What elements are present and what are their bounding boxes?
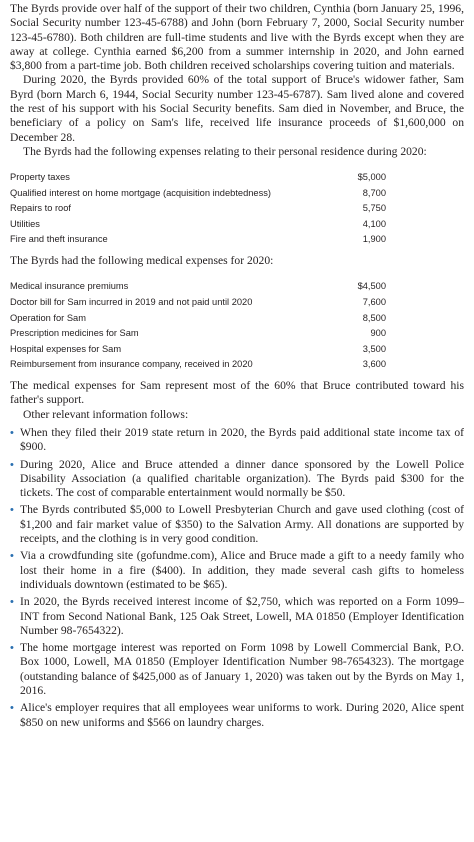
- expense-amount: 900: [370, 328, 386, 339]
- expense-amount: 8,700: [362, 187, 386, 198]
- list-item: [10, 503, 464, 546]
- paragraph-children-support: The Byrds provide over half of the support of their two children, Cynthia (born January 25, 1996, Social Security number 123-45-6788) and John (born February 7, 2000, Social Security number 123-45-6780). Both children are full-time students and live with the Byrds except when they are away at college. Cynthia earned $6,200 from a summer internship in 2020, and John earned $3,800 from a part-time job. Both children received scholarships covering tuition and materials.: [10, 2, 464, 73]
- list-item-text: When they filed their 2019 state return in 2020, the Byrds paid additional state income tax of $900.: [20, 425, 464, 454]
- bullet-icon: •: [10, 702, 14, 715]
- list-item-text: In 2020, the Byrds received interest income of $2,750, which was reported on a Form 1099–INT from Second National Bank, 125 Oak Street, Lowell, MA 01850 (Employer Identification Number 98-7654322).: [20, 595, 464, 637]
- list-item: [10, 426, 464, 455]
- bullet-icon: •: [10, 550, 14, 563]
- bullet-icon: •: [10, 458, 14, 471]
- list-item-text: The Byrds contributed $5,000 to Lowell Presbyterian Church and gave used clothing (cost of $1,200 and fair market value of $350) to the Salvation Army. All donations are supported by receipts, and the clothing is in very good condition.: [20, 503, 464, 546]
- expense-label: Medical insurance premiums: [10, 281, 129, 292]
- expense-amount: 1,900: [362, 234, 386, 245]
- expense-row: [10, 232, 464, 248]
- expense-label: Qualified interest on home mortgage (acquisition indebtedness): [10, 187, 271, 198]
- expense-amount: 5,750: [362, 203, 386, 214]
- list-item: [10, 549, 464, 592]
- expense-label: Fire and theft insurance: [10, 234, 108, 245]
- bullet-icon: •: [10, 596, 14, 609]
- expense-row: [10, 200, 464, 216]
- other-info-list: [10, 426, 464, 730]
- list-item: [10, 641, 464, 698]
- expense-label: Operation for Sam: [10, 312, 86, 323]
- list-item: [10, 458, 464, 501]
- list-item-text: The home mortgage interest was reported on Form 1098 by Lowell Commercial Bank, P.O. Box 1000, Lowell, MA 01850 (Employer Identification Number 98-7654323). The mortgage (outstanding balance of $425,000 as of January 1, 2020) was taken out by the Byrds on May 1, 2016.: [20, 641, 464, 698]
- expense-row: [10, 357, 464, 373]
- paragraph-residence-intro: The Byrds had the following expenses relating to their personal residence during 2020:: [23, 144, 427, 158]
- expense-label: Doctor bill for Sam incurred in 2019 and not paid until 2020: [10, 296, 253, 307]
- paragraph-medical-note: The medical expenses for Sam represent most of the 60% that Bruce contributed toward his father's support.: [10, 379, 464, 407]
- list-item-text: Via a crowdfunding site (gofundme.com), Alice and Bruce made a gift to a needy family who lost their home in a fire ($400). In addition, they made several cash gifts to homeless individuals downtown (estimated to be $65).: [20, 549, 464, 591]
- expense-row: [10, 185, 464, 201]
- expense-label: Prescription medicines for Sam: [10, 328, 139, 339]
- expense-label: Utilities: [10, 218, 40, 229]
- expense-row: [10, 325, 464, 341]
- expense-row: [10, 294, 464, 310]
- list-item: [10, 701, 464, 730]
- expense-amount: 3,500: [362, 343, 386, 354]
- expense-label: Property taxes: [10, 172, 70, 183]
- expense-amount: 3,600: [362, 359, 386, 370]
- expense-row: [10, 279, 464, 295]
- expense-label: Hospital expenses for Sam: [10, 343, 122, 354]
- medical-expenses-table: [10, 279, 464, 373]
- list-item-text: Alice's employer requires that all employees wear uniforms to work. During 2020, Alice spent $850 on new uniforms and $566 on laundry charges.: [20, 701, 464, 729]
- list-item-text: During 2020, Alice and Bruce attended a dinner dance sponsored by the Lowell Police Disability Association (a qualified charitable organization). The Byrds paid $300 for the tickets. The cost of comparable entertainment would normally be $50.: [20, 457, 464, 500]
- expense-amount: $5,000: [357, 172, 386, 183]
- expense-amount: 7,600: [362, 296, 386, 307]
- expense-row: [10, 169, 464, 185]
- expense-amount: $4,500: [357, 281, 386, 292]
- expense-row: [10, 216, 464, 232]
- bullet-icon: •: [10, 642, 14, 655]
- list-item: [10, 595, 464, 638]
- bullet-icon: •: [10, 426, 14, 439]
- expense-label: Repairs to roof: [10, 203, 71, 214]
- expense-amount: 8,500: [362, 312, 386, 323]
- expense-label: Reimbursement from insurance company, received in 2020: [10, 359, 253, 370]
- bullet-icon: •: [10, 504, 14, 517]
- expense-row: [10, 310, 464, 326]
- expense-row: [10, 341, 464, 357]
- residence-expenses-table: [10, 169, 464, 247]
- paragraph-father-support: During 2020, the Byrds provided 60% of the total support of Bruce's widower father, Sam Byrd (born March 6, 1944, Social Security number 123-45-6787). Sam lived alone and covered the rest of his support with his Social Security benefits. Sam died in November, and Bruce, the beneficiary of a policy on Sam's life, received life insurance proceeds of $1,600,000 on December 28.: [10, 73, 464, 144]
- expense-amount: 4,100: [362, 218, 386, 229]
- paragraph-medical-intro: The Byrds had the following medical expenses for 2020:: [10, 254, 274, 268]
- paragraph-other-info-intro: Other relevant information follows:: [23, 407, 189, 421]
